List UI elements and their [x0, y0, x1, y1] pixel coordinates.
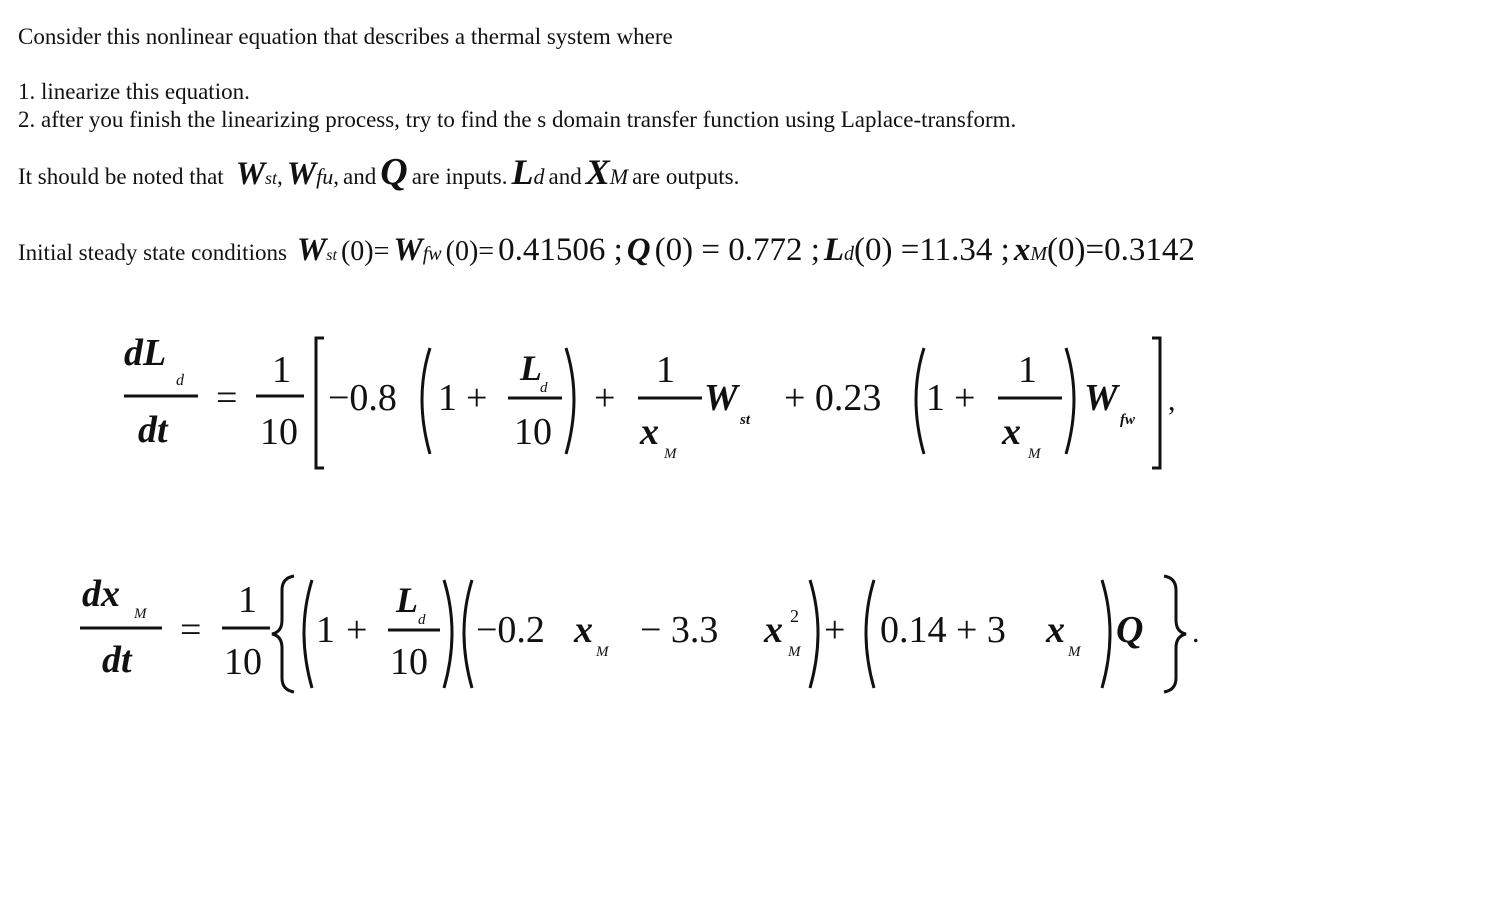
eq1-x-2: x — [1002, 411, 1021, 453]
init-w-fw-arg: (0)= — [445, 236, 495, 267]
init-ld-arg: (0) =11.34 ; — [854, 232, 1010, 268]
equation-1 — [0, 320, 1500, 480]
eq1-l: L — [520, 348, 542, 388]
init-xm-arg: (0)=0.3142 — [1047, 232, 1195, 268]
xm-subscript: M — [609, 164, 629, 189]
eq2-l: L — [396, 580, 418, 620]
eq2-paren-close-3 — [1102, 580, 1110, 688]
eq2-brace-close — [1164, 576, 1186, 692]
eq2-paren-open-1 — [304, 580, 312, 688]
eq1-paren-open-2 — [916, 348, 924, 454]
eq1-inv-num: 1 — [656, 349, 675, 391]
eq1-lhs-den: dt — [138, 409, 168, 451]
eq1-ten: 10 — [514, 411, 552, 453]
init-w-fw: W — [393, 232, 423, 268]
eq2-plus-2: + — [824, 609, 846, 651]
init-w-st: W — [296, 232, 327, 268]
eq2-x2-sub: M — [788, 644, 801, 660]
eq2-q: Q — [1116, 609, 1144, 651]
w-st-subscript: st — [265, 168, 278, 188]
eq2-x1-sub: M — [596, 644, 609, 660]
equation-2 — [0, 560, 1500, 700]
eq1-x: x — [640, 411, 659, 453]
eq1-x-2-sub: M — [1028, 446, 1041, 462]
eq2-x2: x — [764, 609, 783, 651]
eq2-x3-sub: M — [1068, 644, 1081, 660]
eq2-x1: x — [574, 609, 593, 651]
eq2-paren-open-2 — [464, 580, 472, 688]
eq2-factor-den: 10 — [224, 641, 262, 683]
eq1-paren-close-1 — [566, 348, 574, 454]
eq1-plus: + — [466, 377, 488, 419]
eq1-right-bracket — [1152, 338, 1160, 468]
w-fu-symbol: W — [286, 156, 317, 192]
w-st-symbol: W — [235, 156, 266, 192]
eq2-paren-open-3 — [866, 580, 874, 688]
init-ld-sub: d — [844, 243, 855, 265]
inputs-outputs-line — [18, 150, 739, 192]
eq1-equals: = — [216, 377, 238, 419]
eq1-inv-num-2: 1 — [1018, 349, 1037, 391]
eq2-brace-open — [272, 576, 294, 692]
xm-symbol: X — [585, 152, 610, 192]
eq2-lhs-num: dx — [82, 573, 120, 615]
eq2-lhs-den: dt — [102, 639, 132, 681]
eq1-lhs-num-sub: d — [176, 372, 184, 389]
noted-lead: It should be noted that — [18, 164, 224, 189]
eq2-plus: + — [346, 609, 368, 651]
comma: , — [277, 164, 283, 189]
initial-conditions-line — [18, 232, 1195, 269]
task-1: 1. linearize this equation. — [18, 79, 250, 104]
init-w-st-arg: (0)= — [340, 236, 390, 267]
eq1-one-2: 1 — [926, 377, 945, 419]
init-ld: L — [823, 232, 845, 268]
eq2-one: 1 — [316, 609, 335, 651]
eq1-l-sub: d — [540, 380, 548, 396]
init-w-fw-sub: fw — [422, 243, 442, 265]
init-xm: x — [1013, 232, 1031, 268]
eq2-c3: 0.14 + 3 — [880, 609, 1006, 651]
eq2-c1: −0.2 — [476, 609, 545, 651]
inputs-text: are inputs. — [411, 164, 508, 189]
eq2-c2: − 3.3 — [640, 609, 719, 651]
eq1-factor-den: 10 — [260, 411, 298, 453]
eq1-w-st-sub: st — [740, 412, 751, 428]
eq1-factor-num: 1 — [272, 349, 291, 391]
and-text: and — [343, 164, 377, 189]
eq2-x3: x — [1046, 609, 1065, 651]
eq1-paren-open-1 — [422, 348, 430, 454]
eq1-plus-2: + — [594, 377, 616, 419]
init-w-value: 0.41506 ; — [498, 232, 623, 268]
init-w-st-sub: st — [326, 247, 337, 264]
eq1-w-st: W — [704, 377, 738, 419]
initial-lead: Initial steady state conditions — [18, 240, 287, 265]
eq2-factor-num: 1 — [238, 579, 257, 621]
init-xm-sub: M — [1030, 243, 1048, 265]
eq1-plus-3: + — [954, 377, 976, 419]
eq1-left-bracket — [316, 338, 324, 468]
comma: , — [333, 164, 340, 189]
eq2-x2-sup: 2 — [790, 606, 799, 626]
and-text-2: and — [548, 164, 582, 189]
eq1-c1: −0.8 — [328, 377, 397, 419]
eq2-paren-close-2 — [810, 580, 818, 688]
eq2-end-period: . — [1192, 616, 1200, 649]
w-fu-subscript: fu — [316, 164, 334, 189]
ld-subscript: d — [533, 164, 545, 189]
intro-text: Consider this nonlinear equation that describes a thermal system where — [18, 24, 673, 49]
eq2-paren-close-1 — [444, 580, 452, 688]
eq1-w-fw-sub: fw — [1120, 412, 1135, 428]
eq1-c2: + 0.23 — [784, 377, 882, 419]
q-symbol: Q — [380, 151, 408, 193]
init-q: Q — [626, 232, 651, 268]
outputs-text: are outputs. — [632, 164, 740, 189]
eq1-x-sub: M — [664, 446, 677, 462]
task-2: 2. after you finish the linearizing process, try to find the s domain transfer function using Laplace-transform. — [18, 107, 1017, 132]
eq1-paren-close-2 — [1066, 348, 1074, 454]
eq2-l-sub: d — [418, 612, 426, 628]
eq2-ten: 10 — [390, 641, 428, 683]
eq2-lhs-num-sub: M — [134, 606, 147, 622]
eq1-lhs-num: dL — [124, 332, 167, 374]
eq1-one: 1 — [438, 377, 457, 419]
ld-symbol: L — [511, 152, 534, 192]
eq1-end-comma: , — [1168, 384, 1176, 417]
eq2-equals: = — [180, 609, 202, 651]
init-q-arg: (0) = 0.772 ; — [654, 232, 820, 268]
eq1-w-fw: W — [1084, 377, 1118, 419]
